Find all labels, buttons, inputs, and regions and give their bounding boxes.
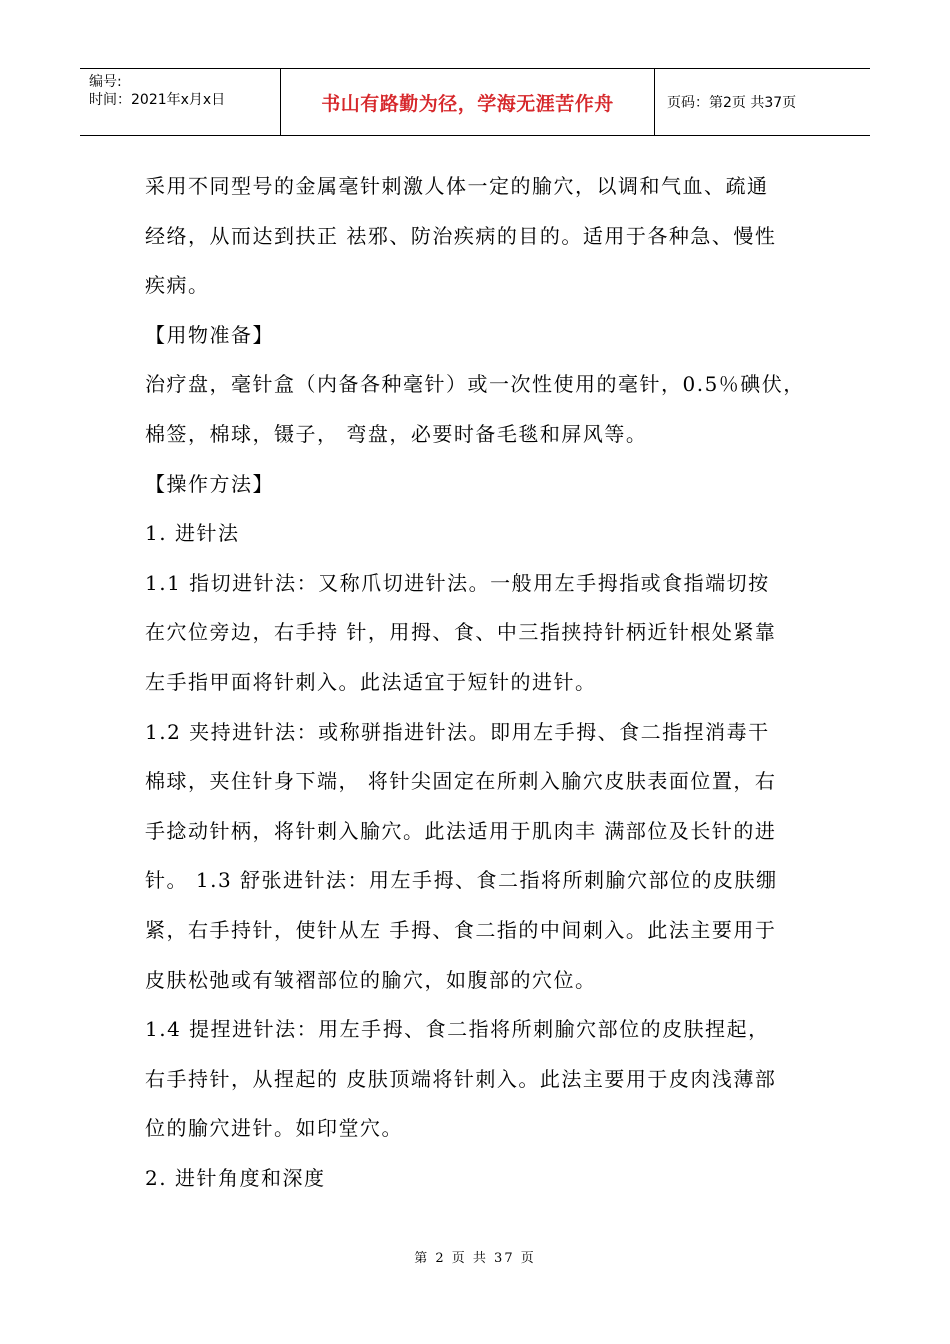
body-line: 针。 1.3 舒张进针法：用左手拇、食二指将所刺腧穴部位的皮肤绷 bbox=[145, 868, 778, 893]
page-info: 页码：第2页 共37页 bbox=[667, 95, 797, 111]
body-line: 右手持针，从捏起的 皮肤顶端将针刺入。此法主要用于皮肉浅薄部 bbox=[145, 1066, 777, 1091]
body-line: 手捻动针柄，将针刺入腧穴。此法适用于肌肉丰 满部位及长针的进 bbox=[145, 818, 777, 843]
body-line: 治疗盘，毫针盒（内备各种毫针）或一次性使用的毫针，0.5％碘伏， bbox=[145, 372, 805, 397]
body-line: 左手指甲面将针刺入。此法适宜于短针的进针。 bbox=[145, 669, 597, 694]
section-heading-supplies: 【用物准备】 bbox=[145, 322, 274, 347]
header-page-cell bbox=[655, 69, 870, 135]
body-line: 1.2 夹持进针法：或称骈指进针法。即用左手拇、食二指捏消毒干 bbox=[145, 719, 770, 744]
page-header bbox=[80, 68, 870, 136]
body-line: 采用不同型号的金属毫针刺激人体一定的腧穴，以调和气血、疏通 bbox=[145, 174, 769, 198]
body-line: 经络，从而达到扶正 祛邪、防治疾病的目的。适用于各种急、慢性 bbox=[145, 223, 777, 248]
body-line: 紧，右手持针，使针从左 手拇、食二指的中间刺入。此法主要用于 bbox=[145, 917, 777, 942]
body-line: 皮肤松弛或有皱褶部位的腧穴，如腹部的穴位。 bbox=[145, 967, 597, 992]
body-line: 1.4 提捏进针法：用左手拇、食二指将所刺腧穴部位的皮肤捏起， bbox=[145, 1017, 770, 1042]
body-line: 在穴位旁边，右手持 针，用拇、食、中三指挟持针柄近针根处紧靠 bbox=[145, 620, 777, 645]
page-footer bbox=[0, 1247, 950, 1266]
footer-page-number: 第 2 页 共 37 页 bbox=[414, 1251, 536, 1266]
body-line: 棉签，棉球，镊子， 弯盘，必要时备毛毯和屏风等。 bbox=[145, 421, 648, 446]
body-line: 1.1 指切进针法：又称爪切进针法。一般用左手拇指或食指端切按 bbox=[145, 570, 770, 595]
section-heading-method: 【操作方法】 bbox=[145, 471, 274, 496]
document-body bbox=[145, 168, 825, 1209]
body-line: 棉球，夹住针身下端， 将针尖固定在所刺入腧穴皮肤表面位置，右 bbox=[145, 769, 777, 794]
header-meta bbox=[80, 69, 281, 135]
body-line: 位的腧穴进针。如印堂穴。 bbox=[145, 1116, 403, 1141]
body-line: 疾病。 bbox=[145, 273, 210, 298]
motto-text: 书山有路勤为径，学海无涯苦作舟 bbox=[321, 92, 614, 115]
subheading-angle-depth: 2. 进针角度和深度 bbox=[145, 1165, 326, 1190]
time-label: 时间：2021年x月x日 bbox=[89, 92, 226, 108]
number-label: 编号: bbox=[89, 74, 122, 90]
header-motto-cell bbox=[281, 69, 655, 135]
subheading-needle-insertion: 1. 进针法 bbox=[145, 521, 240, 546]
